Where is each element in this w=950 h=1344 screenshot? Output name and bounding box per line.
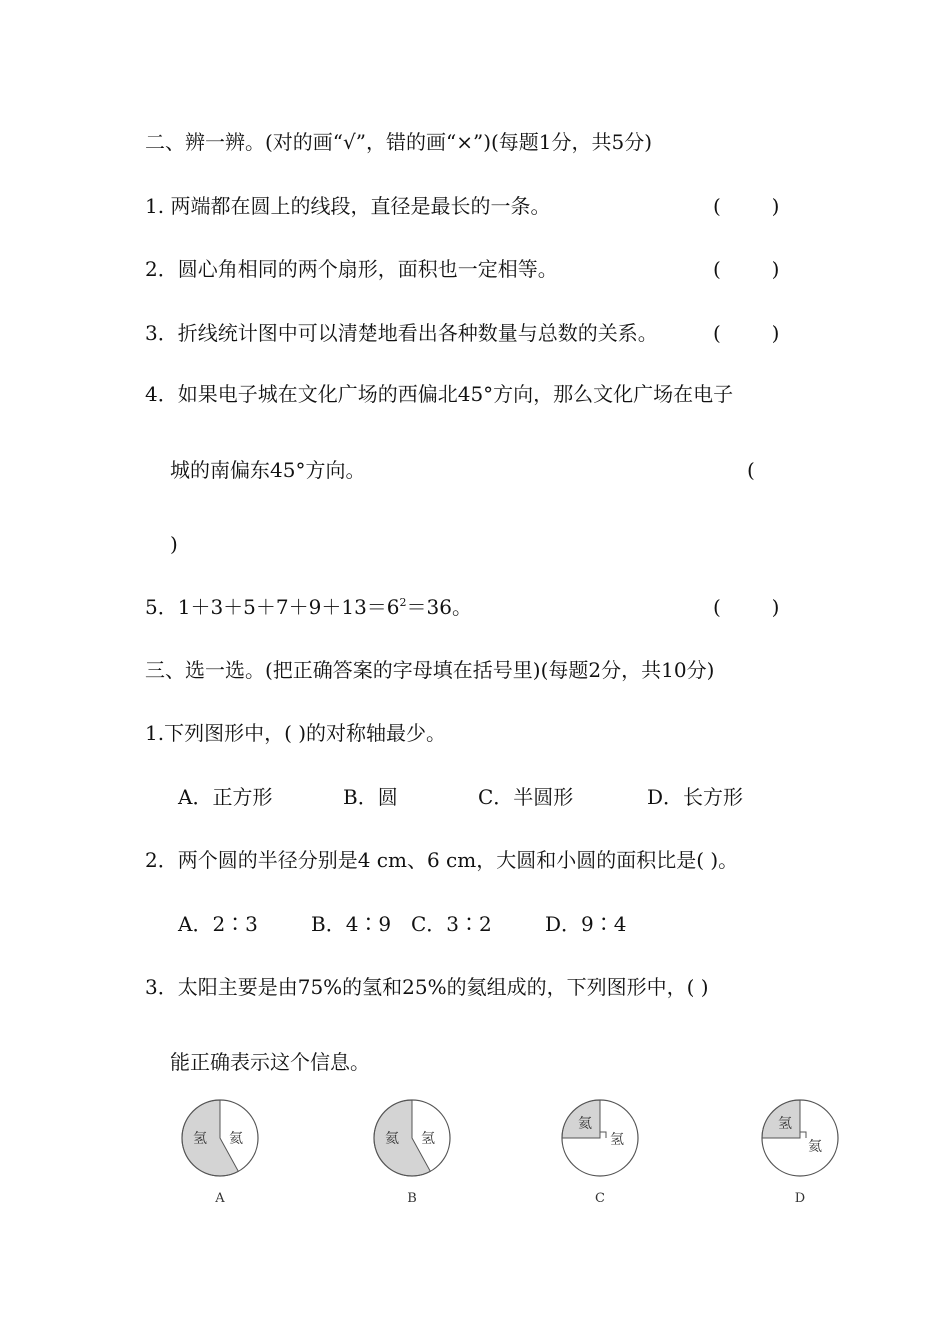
pie-slice-label: 氢 — [610, 1132, 624, 1148]
s2-item5 — [145, 595, 472, 619]
pie-slice-label: 氦 — [385, 1131, 399, 1147]
pie-slice-label: 氦 — [229, 1131, 243, 1147]
s2-item5-text: 5．1＋3＋5＋7＋9＋13＝6 — [145, 595, 400, 619]
s3-q1-option-c[interactable]: C．半圆形 — [478, 785, 574, 809]
s2-item5-blank[interactable]: ( ) — [713, 595, 780, 619]
s3-q2-option-d[interactable]: D．9∶4 — [545, 912, 627, 936]
s3-q1: 1.下列图形中，( )的对称轴最少。 — [145, 721, 447, 745]
pie-chart-svg — [555, 1098, 645, 1208]
pie-chart-svg — [175, 1098, 265, 1208]
pie-slice-label: 氢 — [778, 1116, 792, 1132]
s2-item3-blank[interactable]: ( ) — [713, 321, 780, 345]
s3-q1-option-d[interactable]: D．长方形 — [647, 785, 744, 809]
pie-option-a[interactable] — [175, 1098, 265, 1208]
pie-option-label: B — [407, 1191, 417, 1206]
s2-item1-blank[interactable]: ( ) — [713, 194, 780, 218]
pie-option-c[interactable] — [555, 1098, 645, 1208]
pie-slice-label: 氦 — [808, 1139, 822, 1155]
s2-item2-blank[interactable]: ( ) — [713, 257, 780, 281]
pie-option-d[interactable] — [755, 1098, 845, 1208]
s3-q1-option-b[interactable]: B．圆 — [343, 785, 398, 809]
pie-slice-label: 氢 — [193, 1131, 207, 1147]
s2-item5-exponent: 2 — [399, 596, 407, 609]
s3-q2-option-b[interactable]: B．4∶9 — [311, 912, 392, 936]
s2-item3: 3．折线统计图中可以清楚地看出各种数量与总数的关系。 — [145, 321, 658, 345]
pie-chart-svg — [755, 1098, 845, 1208]
pie-slice-label: 氢 — [421, 1131, 435, 1147]
pie-option-label: A — [215, 1191, 225, 1206]
pie-option-b[interactable] — [367, 1098, 457, 1208]
s3-q3-cont: 能正确表示这个信息。 — [170, 1050, 370, 1074]
s3-q1-option-a[interactable]: A．正方形 — [178, 785, 273, 809]
s3-q2: 2．两个圆的半径分别是4 cm、6 cm，大圆和小圆的面积比是( )。 — [145, 848, 739, 872]
section2-heading: 二、辨一辨。(对的画“√”，错的画“×”)(每题1分，共5分) — [145, 130, 653, 154]
pie-chart-svg — [367, 1098, 457, 1208]
s2-item4-open-paren[interactable]: ( — [747, 458, 755, 482]
s3-q3: 3．太阳主要是由75%的氢和25%的氦组成的，下列图形中，( ) — [145, 975, 709, 999]
pie-option-label: D — [794, 1191, 806, 1206]
s2-item5-text-end: ＝36。 — [406, 595, 472, 619]
pie-slice-label: 氦 — [578, 1116, 592, 1132]
s2-item2: 2．圆心角相同的两个扇形，面积也一定相等。 — [145, 257, 558, 281]
s2-item4: 4．如果电子城在文化广场的西偏北45°方向，那么文化广场在电子 — [145, 382, 734, 406]
pie-option-label: C — [595, 1191, 605, 1206]
s2-item4-cont: 城的南偏东45°方向。 — [170, 458, 366, 482]
s3-q2-option-a[interactable]: A．2∶3 — [178, 912, 258, 936]
s3-q2-option-c[interactable]: C．3∶2 — [411, 912, 492, 936]
s2-item4-close-paren[interactable]: ) — [170, 532, 178, 556]
s2-item1: 1. 两端都在圆上的线段，直径是最长的一条。 — [145, 194, 551, 218]
section3-heading: 三、选一选。(把正确答案的字母填在括号里)(每题2分，共10分) — [145, 658, 715, 682]
